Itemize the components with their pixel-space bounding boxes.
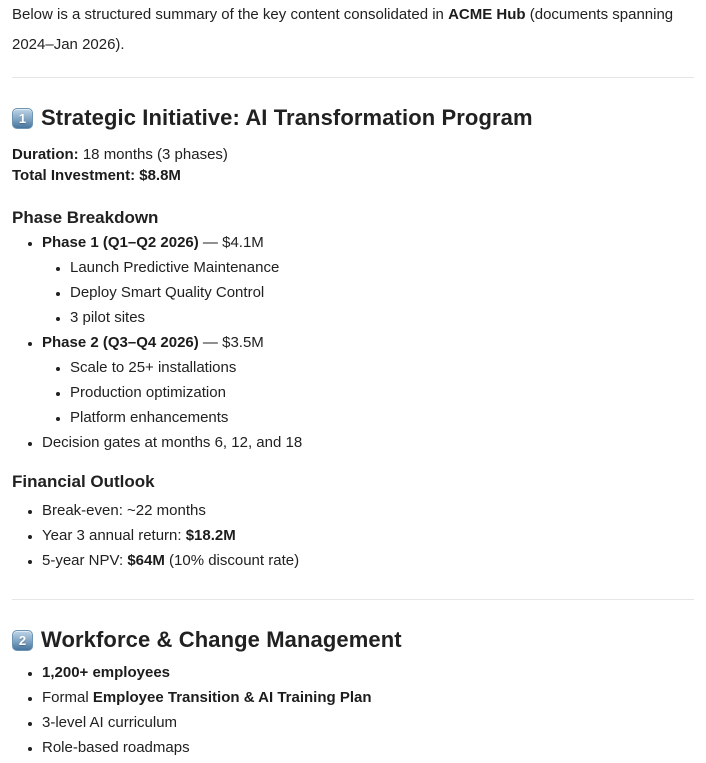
roadmaps-item: • Role-based roadmaps — [42, 735, 694, 760]
list-item: • Launch Predictive Maintenance — [70, 255, 694, 280]
financial-outlook-list — [12, 498, 694, 573]
list-item: • Deploy Smart Quality Control — [70, 280, 694, 305]
duration-value: 18 months (3 phases) — [78, 146, 228, 163]
investment-line — [12, 165, 694, 186]
section2-heading — [12, 626, 694, 654]
list-item: • Production optimization — [70, 380, 694, 405]
workforce-list — [12, 660, 694, 760]
intro-paragraph — [12, 0, 694, 60]
section-divider-1 — [12, 77, 694, 78]
phase2-sublist — [42, 355, 694, 430]
intro-acme-hub: ACME Hub — [448, 6, 526, 23]
phase2-label: Phase 2 (Q3–Q4 2026) — [42, 334, 199, 351]
training-plan-pre: Formal — [42, 689, 93, 706]
phase2-amount: — $3.5M — [198, 334, 264, 351]
section1-key-values — [12, 144, 694, 186]
npv-value: $64M — [127, 552, 165, 569]
section1-heading — [12, 104, 694, 132]
training-plan-item — [42, 685, 694, 710]
phase-breakdown-heading: Phase Breakdown — [12, 208, 159, 227]
npv-label: 5-year NPV: — [42, 552, 128, 569]
duration-line — [12, 144, 694, 165]
section1-title: Strategic Initiative: AI Transformation Program — [41, 105, 533, 130]
keycap-2-icon: 2 — [12, 630, 33, 651]
phase1-sublist — [42, 255, 694, 330]
section2-title: Workforce & Change Management — [41, 627, 402, 652]
section-divider-2 — [12, 599, 694, 600]
phase-breakdown-list — [12, 230, 694, 455]
year3-return-item — [42, 523, 694, 548]
year3-value: $18.2M — [185, 527, 236, 544]
intro-text-pre: Below is a structured summary of the key content consolidated in — [12, 6, 449, 23]
curriculum-item: • 3-level AI curriculum — [42, 710, 694, 735]
keycap-1-icon: 1 — [12, 108, 33, 129]
phase2-item — [42, 330, 694, 430]
financial-outlook-heading: Financial Outlook — [12, 472, 155, 491]
phase1-amount: — $4.1M — [198, 234, 264, 251]
decision-gates-item: • Decision gates at months 6, 12, and 18 — [42, 430, 694, 455]
intro-text-post: (documents spanning 2024–Jan 2026). — [12, 6, 674, 53]
training-plan-name: Employee Transition & AI Training Plan — [92, 689, 372, 706]
npv-item — [42, 548, 694, 573]
employees-value: 1,200+ employees — [42, 664, 171, 681]
break-even-item: • Break-even: ~22 months — [42, 498, 694, 523]
phase1-item — [42, 230, 694, 330]
list-item: • Scale to 25+ installations — [70, 355, 694, 380]
list-item: • 3 pilot sites — [70, 305, 694, 330]
employees-item — [42, 660, 694, 685]
list-item: • Platform enhancements — [70, 405, 694, 430]
duration-label: Duration: — [12, 146, 79, 163]
npv-note: (10% discount rate) — [164, 552, 300, 569]
phase1-label: Phase 1 (Q1–Q2 2026) — [42, 234, 199, 251]
investment-text: Total Investment: $8.8M — [12, 167, 181, 184]
year3-label: Year 3 annual return: — [42, 527, 186, 544]
